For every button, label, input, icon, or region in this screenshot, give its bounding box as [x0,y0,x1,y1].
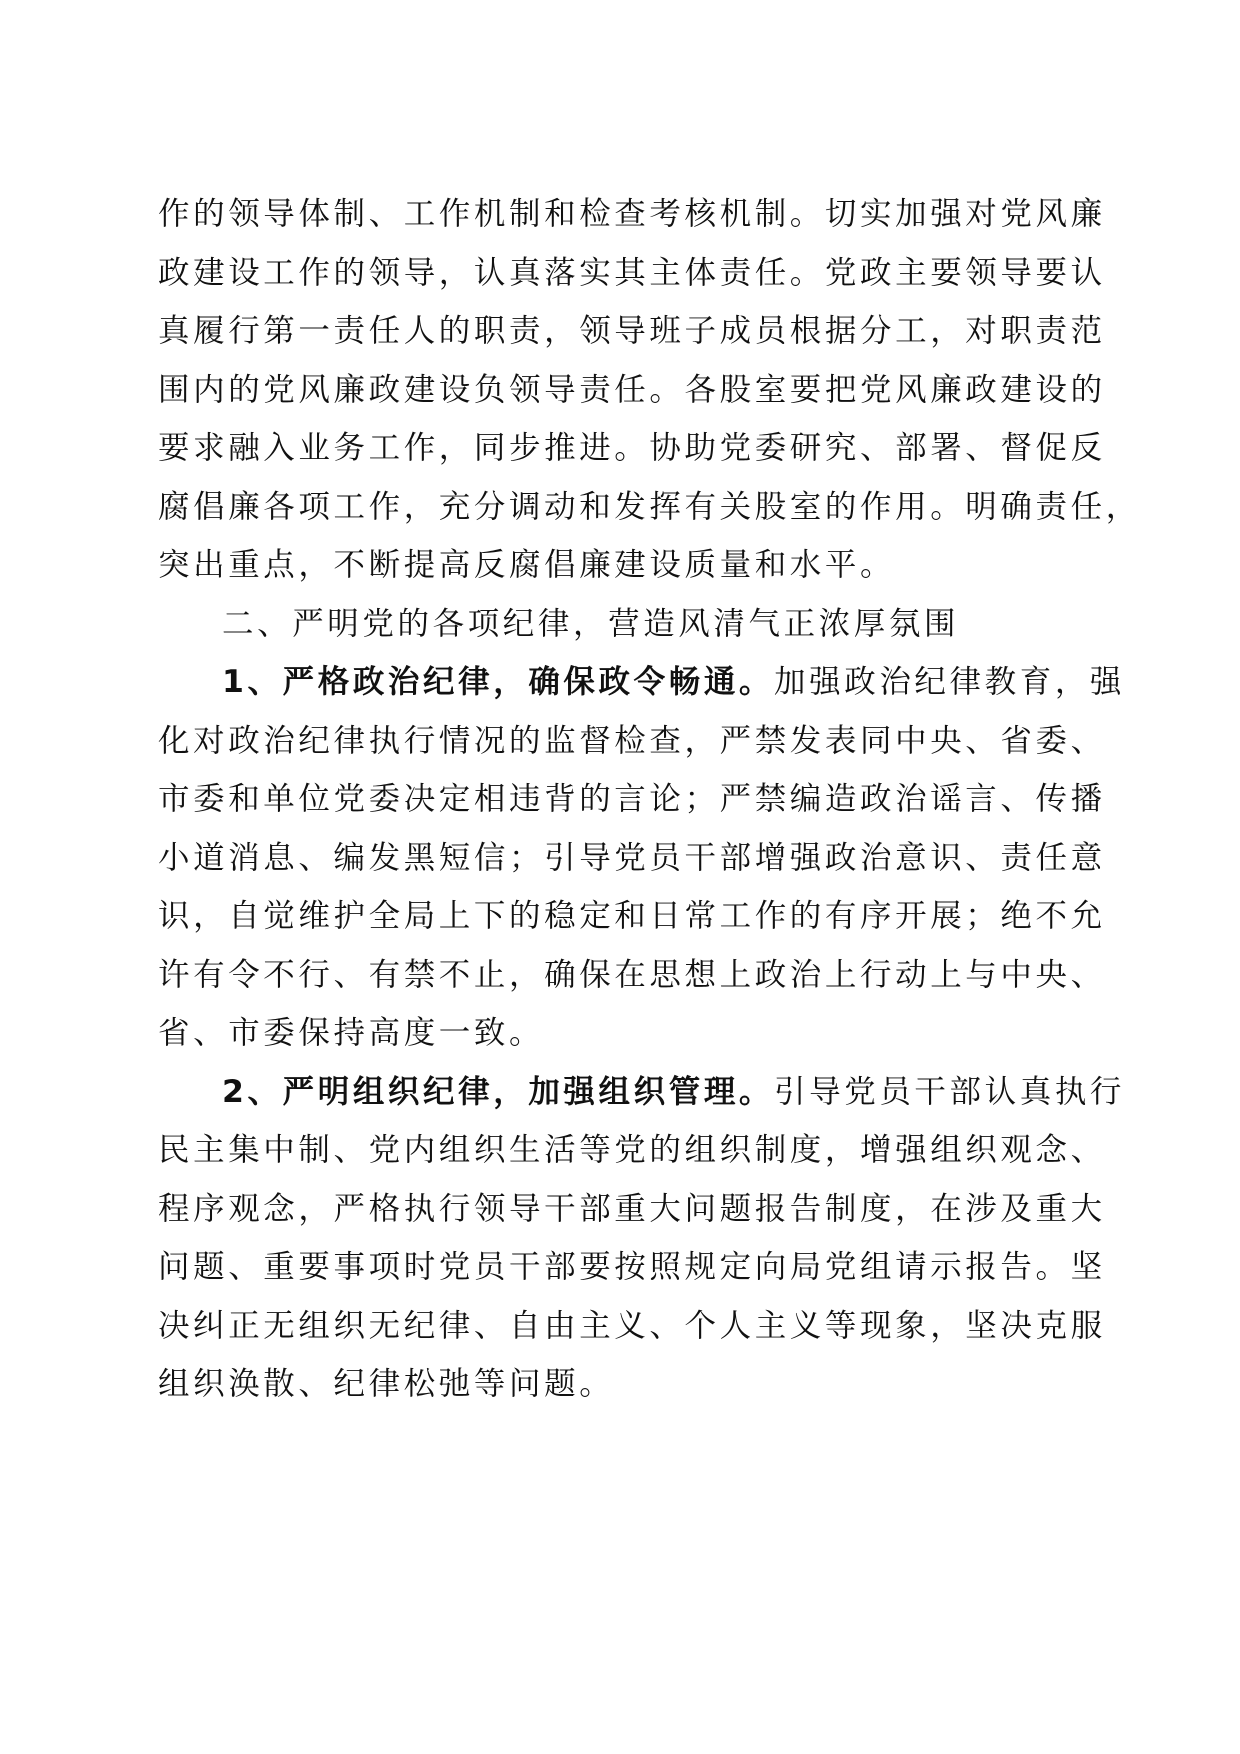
text-line: 问题、重要事项时党员干部要按照规定向局党组请示报告。坚 [158,1249,1106,1285]
text-line: 识，自觉维护全局上下的稳定和日常工作的有序开展；绝不允 [158,898,1106,934]
text-line: 市委和单位党委决定相违背的言论；严禁编造政治谣言、传播 [158,781,1106,817]
text-fragment: 加强政治纪律教育，强 [774,664,1126,700]
text-line: 组织涣散、纪律松弛等问题。 [158,1366,615,1402]
text-fragment: 引导党员干部认真执行 [774,1073,1126,1110]
paragraph-political-discipline [158,653,1126,1063]
text-line: 围内的党风廉政建设负领导责任。各股室要把党风廉政建设的 [158,371,1106,408]
section-heading: 二、严明党的各项纪律，营造风清气正浓厚氛围 [222,605,960,642]
text-line: 要求融入业务工作，同步推进。协助党委研究、部署、督促反 [158,430,1106,466]
text-line: 民主集中制、党内组织生活等党的组织制度，增强组织观念、 [158,1132,1106,1168]
text-line: 省、市委保持高度一致。 [158,1015,545,1051]
item-lead-heading: 1、严格政治纪律，确保政令畅通。 [222,664,775,700]
item-lead-heading: 2、严明组织纪律，加强组织管理。 [222,1073,775,1110]
paragraph-leadership-responsibility [158,185,1141,595]
document-page [158,185,1141,1414]
text-line: 突出重点，不断提高反腐倡廉建设质量和水平。 [158,547,896,583]
text-line: 许有令不行、有禁不止，确保在思想上政治上行动上与中央、 [158,956,1106,993]
text-line: 化对政治纪律执行情况的监督检查，严禁发表同中央、省委、 [158,722,1106,759]
text-line: 腐倡廉各项工作，充分调动和发挥有关股室的作用。明确责任， [158,488,1141,525]
text-line: 作的领导体制、工作机制和检查考核机制。切实加强对党风廉 [158,196,1106,232]
text-line: 真履行第一责任人的职责，领导班子成员根据分工，对职责范 [158,313,1106,349]
paragraph-first-line [158,1063,1126,1122]
paragraph-first-line [158,653,1126,712]
paragraph-organizational-discipline [158,1063,1126,1414]
text-line: 程序观念，严格执行领导干部重大问题报告制度，在涉及重大 [158,1190,1106,1227]
text-line: 政建设工作的领导，认真落实其主体责任。党政主要领导要认 [158,254,1106,291]
text-line: 小道消息、编发黑短信；引导党员干部增强政治意识、责任意 [158,839,1106,876]
text-line: 决纠正无组织无纪律、自由主义、个人主义等现象，坚决克服 [158,1307,1106,1344]
